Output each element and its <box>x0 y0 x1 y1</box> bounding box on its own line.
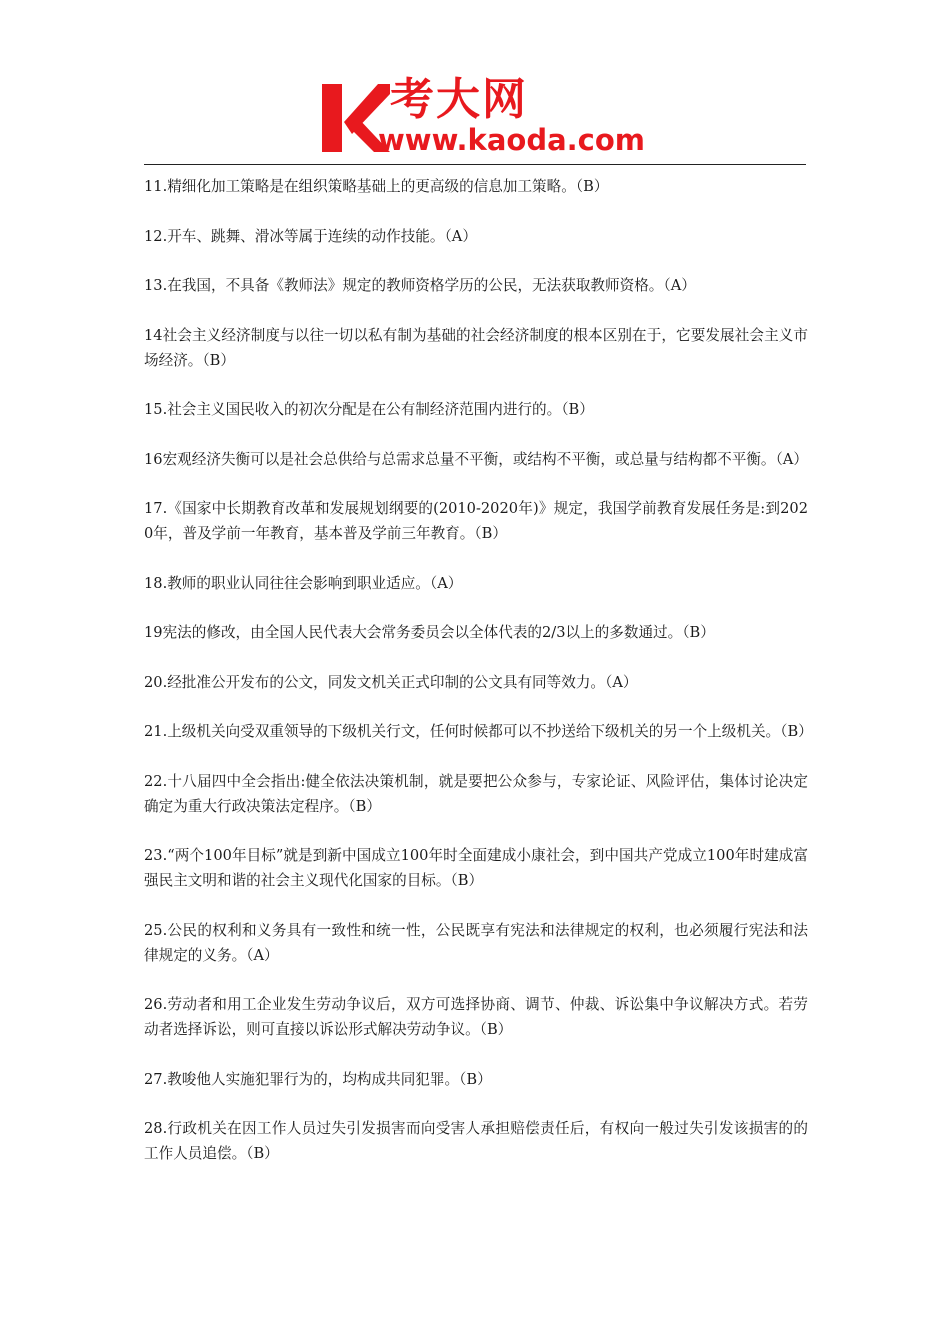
question-item: 28.行政机关在因工作人员过失引发损害而向受害人承担赔偿责任后，有权向一般过失引发该损害的的工作人员追偿。（B） <box>144 1120 808 1162</box>
question-item: 21.上级机关向受双重领导的下级机关行文，任何时候都可以不抄送给下级机关的另一个上级机关。（B） <box>144 723 813 740</box>
question-list <box>144 174 813 1191</box>
question-item: 26.劳动者和用工企业发生劳动争议后，双方可选择协商、调节、仲裁、诉讼集中争议解决方式。若劳动者选择诉讼，则可直接以诉讼形式解决劳动争议。（B） <box>144 996 808 1038</box>
question-item: 11.精细化加工策略是在组织策略基础上的更高级的信息加工策略。（B） <box>144 178 609 195</box>
question-item: 16宏观经济失衡可以是社会总供给与总需求总量不平衡，或结构不平衡，或总量与结构都不平衡。（A） <box>144 450 808 468</box>
logo-url: www.kaoda.com <box>378 123 645 157</box>
logo-text: 考大网 <box>390 74 528 125</box>
question-item: 27.教唆他人实施犯罪行为的，均构成共同犯罪。（B） <box>144 1070 492 1088</box>
page-header <box>0 0 950 170</box>
question-item: 14社会主义经济制度与以往一切以私有制为基础的社会经济制度的根本区别在于，它要发展社会主义市场经济。（B） <box>144 326 808 369</box>
question-item: 18.教师的职业认同往往会影响到职业适应。（A） <box>144 574 463 592</box>
header-divider <box>144 164 806 165</box>
question-item: 13.在我国，不具备《教师法》规定的教师资格学历的公民，无法获取教师资格。（A） <box>144 277 696 294</box>
question-item: 20.经批准公开发布的公文，同发文机关正式印制的公文具有同等效力。（A） <box>144 673 638 691</box>
question-item: 15.社会主义国民收入的初次分配是在公有制经济范围内进行的。（B） <box>144 401 594 418</box>
question-item: 25.公民的权利和义务具有一致性和统一性，公民既享有宪法和法律规定的权利，也必须履行宪法和法律规定的义务。（A） <box>144 921 808 964</box>
question-item: 22.十八届四中全会指出:健全依法决策机制，就是要把公众参与，专家论证、风险评估，集体讨论决定确定为重大行政决策法定程序。（B） <box>144 772 808 815</box>
question-item: 17.《国家中长期教育改革和发展规划纲要的(2010-2020年)》规定，我国学前教育发展任务是:到2020年，普及学前一年教育，基本普及学前三年教育。（B） <box>144 500 808 542</box>
question-item: 12.开车、跳舞、滑冰等属于连续的动作技能。（A） <box>144 227 477 245</box>
kaoda-logo[interactable] <box>318 74 648 160</box>
question-item: 19宪法的修改，由全国人民代表大会常务委员会以全体代表的2/3以上的多数通过。（B） <box>144 624 715 641</box>
question-item: 23.“两个100年目标”就是到新中国成立100年时全面建成小康社会，到中国共产党成立100年时建成富强民主文明和谐的社会主义现代化国家的目标。（B） <box>144 847 808 889</box>
